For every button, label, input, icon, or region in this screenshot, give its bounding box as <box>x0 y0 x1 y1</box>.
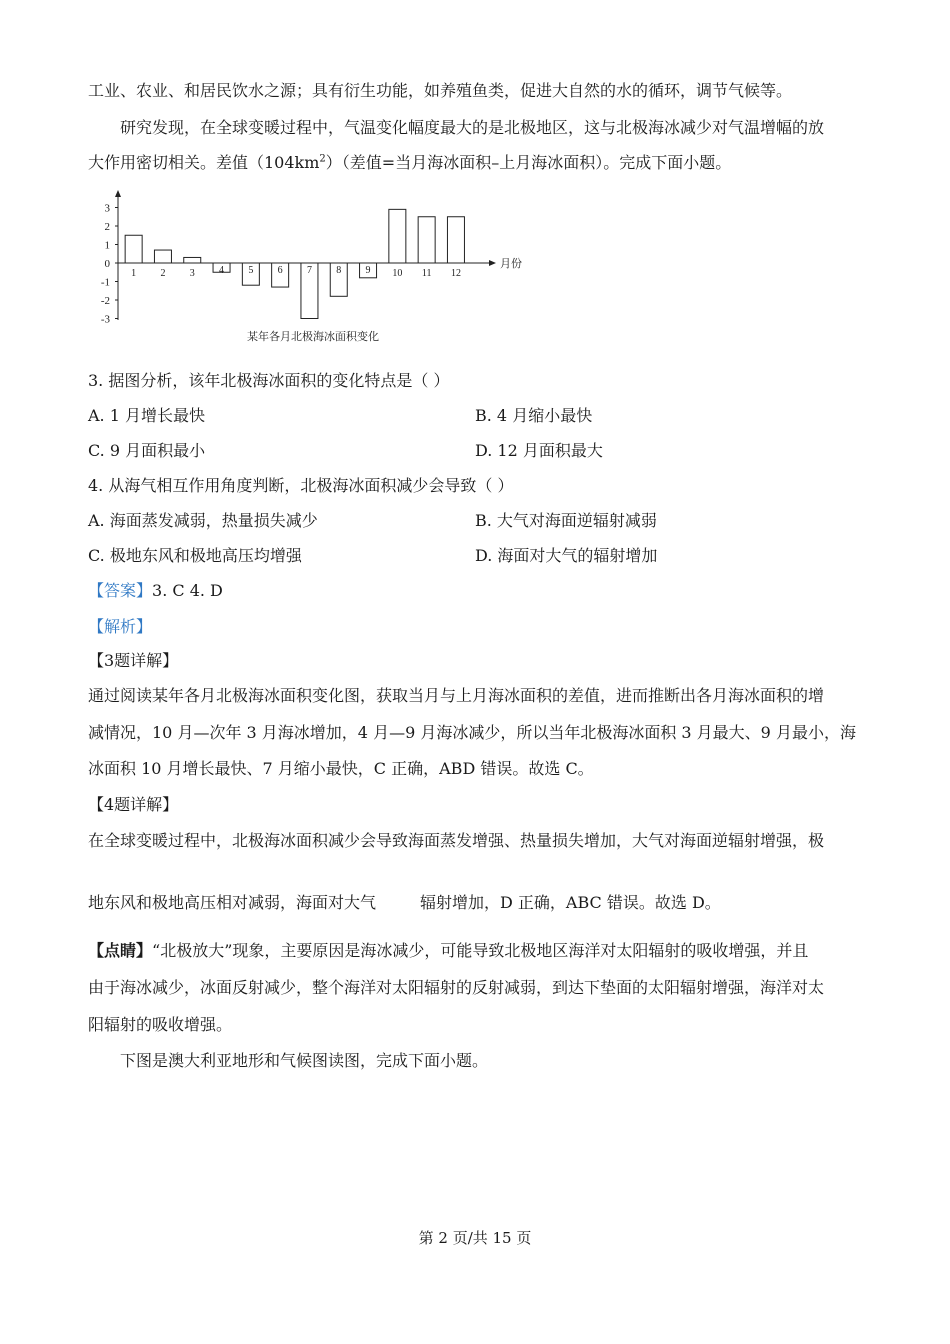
bar-month-12 <box>447 217 464 263</box>
y-tick-label: 0 <box>104 258 110 270</box>
bar-month-11 <box>418 217 435 263</box>
detail3-line-1: 通过阅读某年各月北极海冰面积变化图，获取当月与上月海冰面积的差值，进而推断出各月海冰面积的增 <box>88 686 825 705</box>
answer-line: 【答案】3. C 4. D <box>88 581 223 600</box>
answer-tag: 【答案】 <box>88 581 153 600</box>
x-tick-label: 2 <box>160 268 166 279</box>
x-tick-label: 8 <box>336 265 342 276</box>
x-tick-label: 1 <box>131 268 137 279</box>
detail4-heading: 【4题详解】 <box>88 795 179 814</box>
y-tick-label: 3 <box>104 202 110 215</box>
x-tick-label: 4 <box>219 265 225 276</box>
tip-line-2: 由于海冰减少，冰面反射减少，整个海洋对太阳辐射的反射减弱，到达下垫面的太阳辐射增强，海洋对太 <box>88 978 825 997</box>
bar-month-3 <box>184 257 201 263</box>
tip-line-3: 阳辐射的吸收增强。 <box>88 1015 233 1034</box>
y-tick-label: -2 <box>100 295 110 307</box>
q3-option-c: C. 9 月面积最小 <box>88 441 206 460</box>
q3-option-a: A. 1 月增长最快 <box>88 406 205 425</box>
x-tick-label: 3 <box>189 268 195 279</box>
detail3-line-2: 减情况，10 月—次年 3 月海冰增加，4 月—9 月海冰减少，所以当年北极海冰面积 3 月最大、9 月最小，海 <box>88 723 856 742</box>
x-tick-label: 11 <box>421 268 432 279</box>
x-tick-label: 6 <box>277 265 283 276</box>
sea-ice-chart <box>88 188 538 348</box>
x-axis-label: 月份 <box>500 258 522 270</box>
detail4-line-2: 地东风和极地高压相对减弱，海面对大气 辐射增加，D 正确，ABC 错误。故选 D。 <box>88 893 721 912</box>
detail3-heading: 【3题详解】 <box>88 651 179 670</box>
q3-stem: 3. 据图分析，该年北极海冰面积的变化特点是（ ） <box>88 371 450 390</box>
detail4-line-1: 在全球变暖过程中，北极海冰面积减少会导致海面蒸发增强、热量损失增加，大气对海面逆辐射增强，极 <box>88 831 825 850</box>
y-tick-label: 1 <box>104 239 110 252</box>
tip-line-1: 【点睛】“北极放大”现象，主要原因是海冰减少，可能导致北极地区海洋对太阳辐射的吸收增强，并且 <box>88 941 809 960</box>
intro-line-2: 研究发现，在全球变暖过程中，气温变化幅度最大的是北极地区，这与北极海冰减少对气温增幅的放 <box>120 118 825 137</box>
q4-option-a: A. 海面蒸发减弱，热量损失减少 <box>88 511 318 530</box>
x-tick-label: 9 <box>365 265 371 276</box>
bar-month-2 <box>154 250 171 263</box>
intro-line-3: 大作用密切相关。差值$(104km^2)$（差值=当月海冰面积–上月海冰面积）。完成下面小题。 <box>88 153 732 172</box>
q4-stem: 4. 从海气相互作用角度判断，北极海冰面积减少会导致（ ） <box>88 476 514 495</box>
detail3-line-3: 冰面积 10 月增长最快、7 月缩小最快，C 正确，ABD 错误。故选 C。 <box>88 759 594 778</box>
q3-option-b: B. 4 月缩小最快 <box>475 406 593 425</box>
x-tick-label: 10 <box>392 268 403 279</box>
bar-month-10 <box>389 209 406 263</box>
analysis-tag: 【解析】 <box>88 617 153 636</box>
y-tick-label: -1 <box>100 276 110 289</box>
y-axis-arrow <box>115 190 121 197</box>
q4-option-b: B. 大气对海面逆辐射减弱 <box>475 511 657 530</box>
bar-month-1 <box>125 235 142 263</box>
y-tick-label: 2 <box>104 221 110 233</box>
x-tick-label: 7 <box>306 265 312 276</box>
tip-tag: 【点睛】 <box>88 941 153 960</box>
x-tick-label: 5 <box>248 265 254 276</box>
q4-option-c: C. 极地东风和极地高压均增强 <box>88 546 302 565</box>
intro-line-1: 工业、农业、和居民饮水之源；具有衍生功能，如养殖鱼类，促进大自然的水的循环，调节气候等。 <box>88 81 793 100</box>
q4-option-d: D. 海面对大气的辐射增加 <box>475 546 658 565</box>
q3-option-d: D. 12 月面积最大 <box>475 441 603 460</box>
chart-title: 某年各月北极海冰面积变化 <box>247 331 379 343</box>
next-section-intro: 下图是澳大利亚地形和气候图读图，完成下面小题。 <box>120 1051 489 1070</box>
y-tick-label: -3 <box>100 313 110 326</box>
page-footer: 第 2 页/共 15 页 <box>418 1229 532 1247</box>
x-tick-label: 12 <box>450 268 461 279</box>
x-axis-arrow <box>489 260 496 266</box>
